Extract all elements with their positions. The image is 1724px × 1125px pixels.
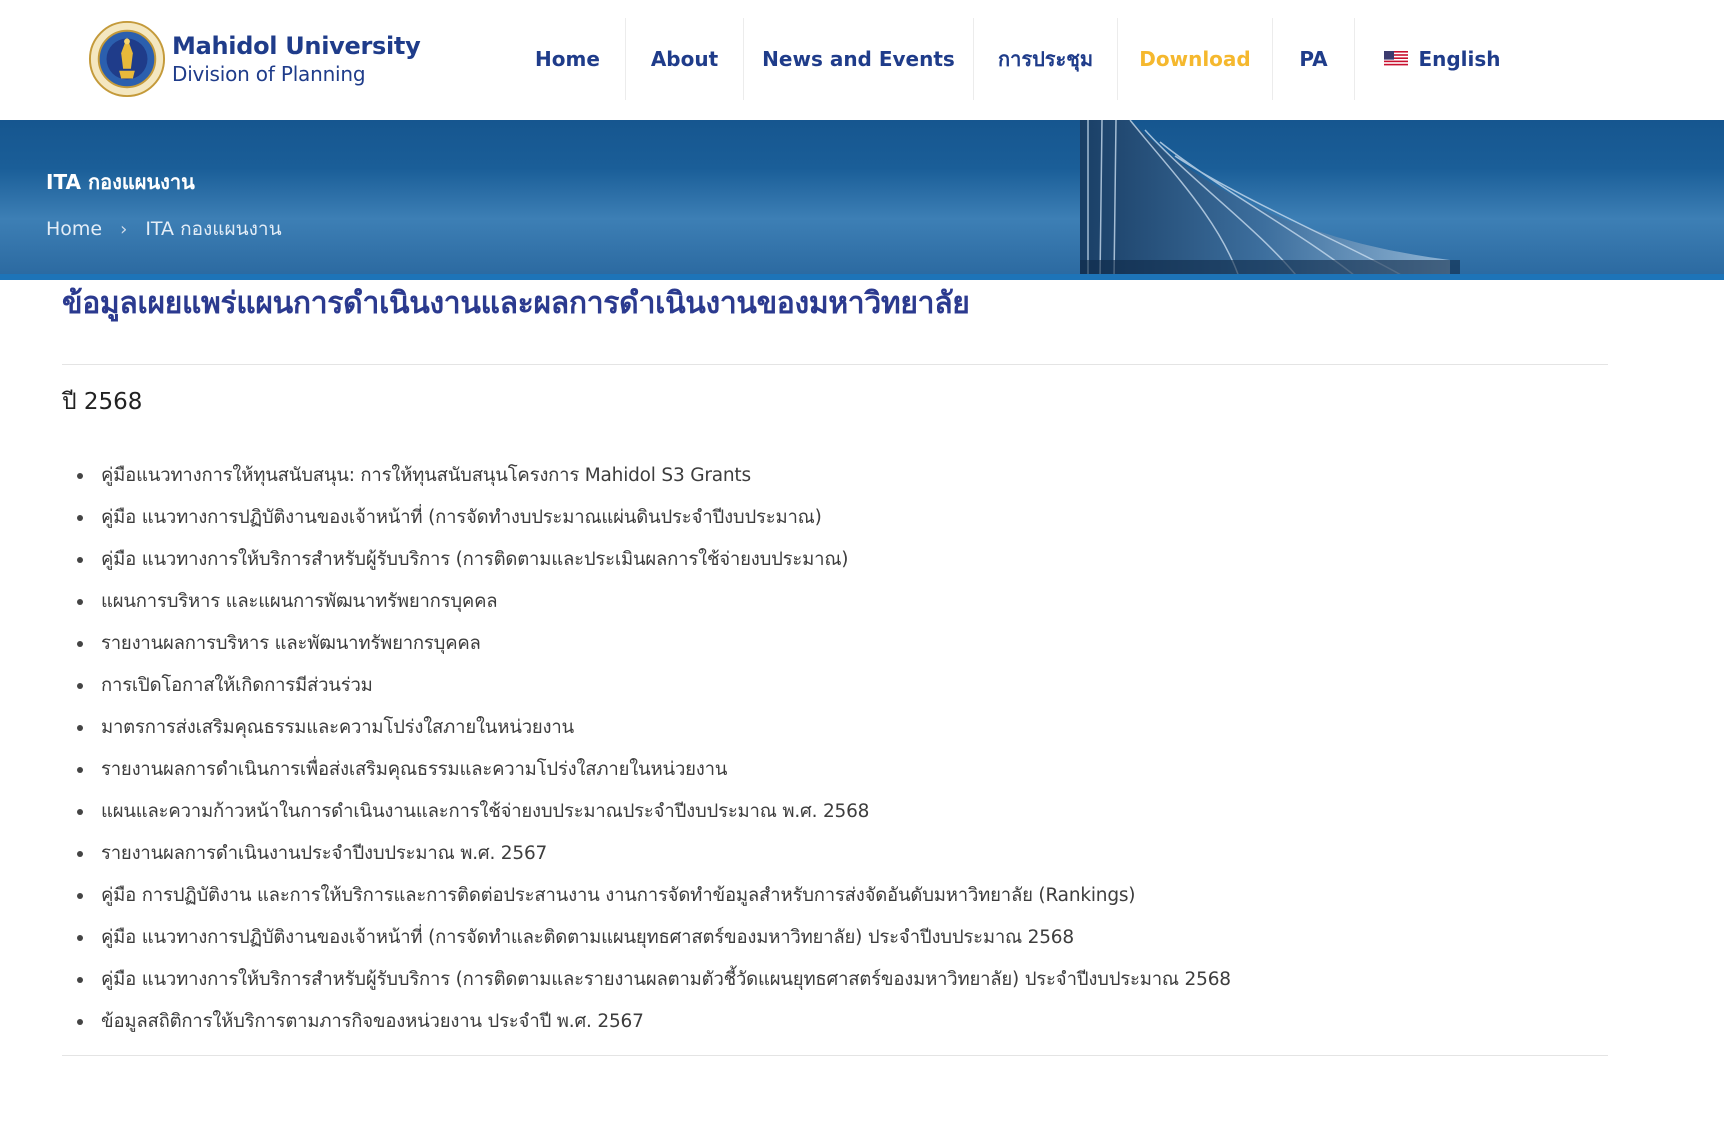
list-item[interactable]: คู่มือแนวทางการให้ทุนสนับสนุน: การให้ทุนสนับสนุนโครงการ Mahidol S3 Grants <box>62 455 1608 497</box>
list-item[interactable]: แผนและความก้าวหน้าในการดำเนินงานและการใช้จ่ายงบประมาณประจำปีงบประมาณ พ.ศ. 2568 <box>62 791 1608 833</box>
list-item[interactable]: ข้อมูลสถิติการให้บริการตามภารกิจของหน่วยงาน ประจำปี พ.ศ. 2567 <box>62 1001 1608 1043</box>
university-seal-icon <box>88 20 166 98</box>
page-banner <box>0 120 1724 280</box>
nav-meetings[interactable] <box>974 18 1118 100</box>
main-nav <box>510 18 1530 100</box>
list-item[interactable]: แผนการบริหาร และแผนการพัฒนาทรัพยากรบุคคล <box>62 581 1608 623</box>
nav-home[interactable] <box>510 18 626 100</box>
year-heading: ปี 2568 <box>62 389 143 415</box>
banner-title: ITA กองแผนงาน <box>46 170 195 194</box>
nav-news-label: News and Events <box>762 47 955 71</box>
list-item[interactable]: การเปิดโอกาสให้เกิดการมีส่วนร่วม <box>62 665 1608 707</box>
nav-about-label: About <box>650 47 719 71</box>
list-item[interactable]: คู่มือ แนวทางการปฏิบัติงานของเจ้าหน้าที่ (การจัดทำงบประมาณแผ่นดินประจำปีงบประมาณ) <box>62 497 1608 539</box>
nav-english-label: English <box>1418 47 1501 71</box>
list-item[interactable]: รายงานผลการบริหาร และพัฒนาทรัพยากรบุคคล <box>62 623 1608 665</box>
document-list <box>62 455 1608 1043</box>
nav-download-label: Download <box>1139 47 1251 71</box>
list-item[interactable]: รายงานผลการดำเนินการเพื่อส่งเสริมคุณธรรมและความโปร่งใสภายในหน่วยงาน <box>62 749 1608 791</box>
logo-university-name: Mahidol University <box>172 32 421 60</box>
breadcrumb-home-link[interactable]: Home <box>46 218 103 240</box>
list-item[interactable]: รายงานผลการดำเนินงานประจำปีงบประมาณ พ.ศ. 2567 <box>62 833 1608 875</box>
building-illustration <box>1070 120 1470 280</box>
site-header <box>0 0 1724 120</box>
list-item[interactable]: คู่มือ แนวทางการให้บริการสำหรับผู้รับบริการ (การติดตามและรายงานผลตามตัวชี้วัดแผนยุทธศาสตร์ของมหาวิทยาลัย) ประจำปีงบประมาณ 2568 <box>62 959 1608 1001</box>
title-divider <box>62 364 1608 365</box>
breadcrumb-current: ITA กองแผนงาน <box>145 218 282 240</box>
banner-bottom-stripe <box>0 274 1724 280</box>
us-flag-icon <box>1384 51 1408 67</box>
logo-text <box>172 31 420 87</box>
breadcrumb <box>46 214 282 244</box>
nav-language-english[interactable] <box>1355 18 1530 100</box>
logo-division-name: Division of Planning <box>172 62 366 86</box>
nav-pa[interactable] <box>1273 18 1355 100</box>
list-item[interactable]: คู่มือ แนวทางการให้บริการสำหรับผู้รับบริการ (การติดตามและประเมินผลการใช้จ่ายงบประมาณ) <box>62 539 1608 581</box>
list-divider <box>62 1055 1608 1056</box>
breadcrumb-chevron-right-icon: › <box>120 218 128 240</box>
nav-download[interactable] <box>1118 18 1273 100</box>
nav-pa-label: PA <box>1299 47 1328 71</box>
list-item[interactable]: คู่มือ การปฏิบัติงาน และการให้บริการและการติดต่อประสานงาน งานการจัดทำข้อมูลสำหรับการส่งจัดอันดับมหาวิทยาลัย (Rankings) <box>62 875 1608 917</box>
nav-news-and-events[interactable] <box>744 18 974 100</box>
list-item[interactable]: มาตรการส่งเสริมคุณธรรมและความโปร่งใสภายในหน่วยงาน <box>62 707 1608 749</box>
list-item[interactable]: คู่มือ แนวทางการปฏิบัติงานของเจ้าหน้าที่ (การจัดทำและติดตามแผนยุทธศาสตร์ของมหาวิทยาลัย) ประจำปีงบประมาณ 2568 <box>62 917 1608 959</box>
nav-about[interactable] <box>626 18 744 100</box>
page-title: ข้อมูลเผยแพร่แผนการดำเนินงานและผลการดำเนินงานของมหาวิทยาลัย <box>62 286 970 321</box>
nav-home-label: Home <box>535 47 600 71</box>
site-logo[interactable] <box>88 20 420 98</box>
main-content <box>62 284 1608 1056</box>
nav-meetings-label: การประชุม <box>997 47 1094 71</box>
